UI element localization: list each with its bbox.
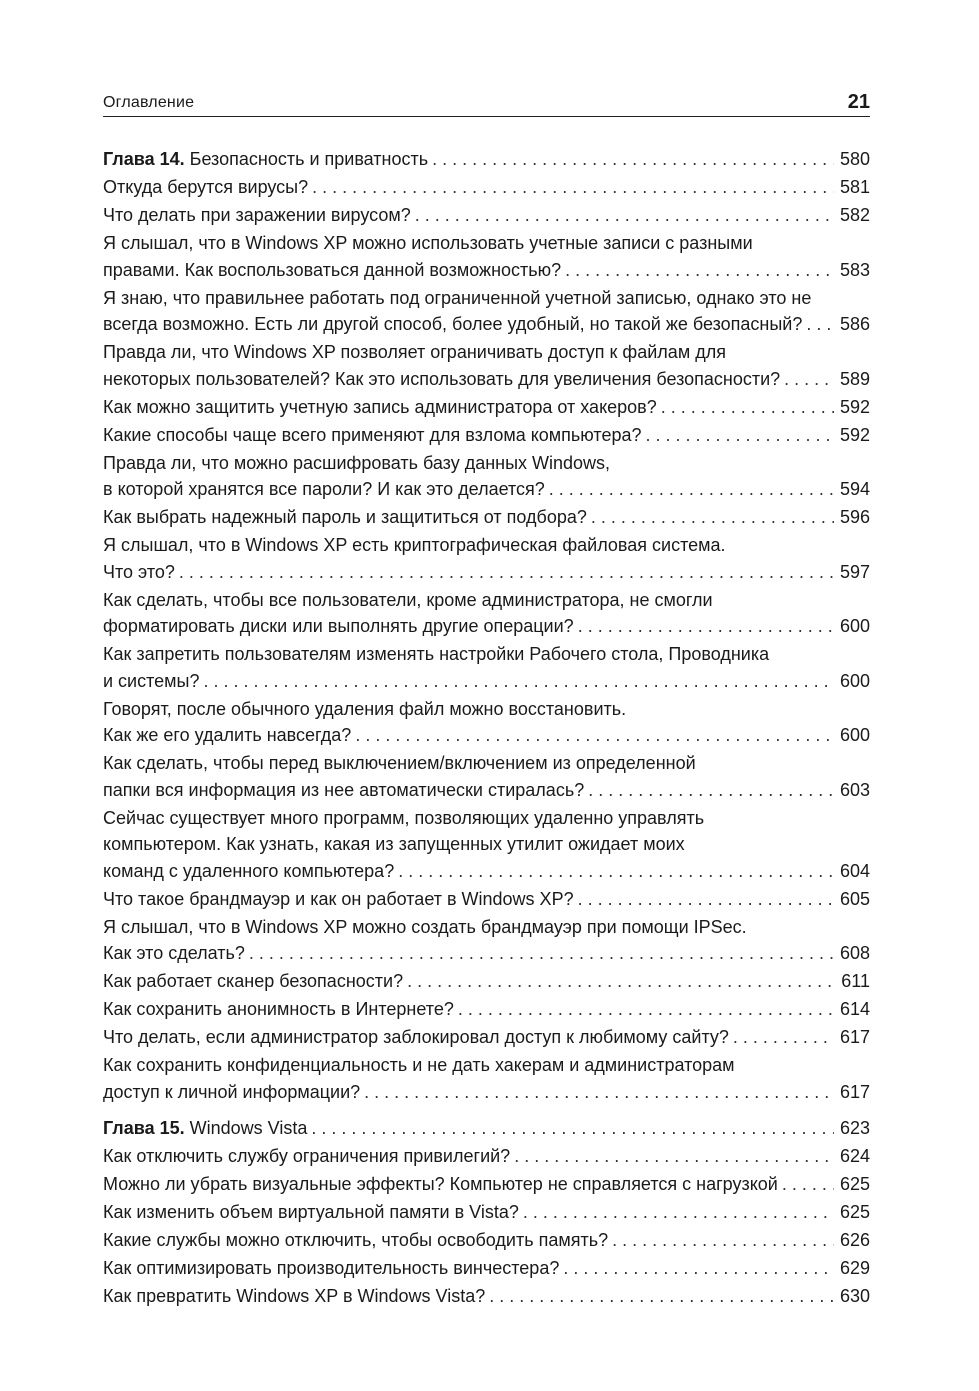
toc-page-number: 630 bbox=[839, 1286, 870, 1306]
toc-page-number: 611 bbox=[841, 971, 870, 991]
toc-entry bbox=[103, 230, 870, 283]
toc-page-number: 581 bbox=[839, 177, 870, 197]
toc-entry-text: некоторых пользователей? Как это использовать для увеличения безопасности? bbox=[103, 368, 781, 389]
toc-page-number: 604 bbox=[839, 860, 870, 881]
dot-leader bbox=[523, 1199, 834, 1226]
toc-entry-title bbox=[103, 886, 574, 913]
toc-chapter-entry bbox=[103, 1115, 870, 1142]
toc-entry-text: всегда возможно. Есть ли другой способ, более удобный, но такой же безопасный? bbox=[103, 314, 803, 334]
toc-entry-line bbox=[103, 1024, 870, 1051]
toc-entry bbox=[103, 641, 870, 694]
toc-entry-line bbox=[103, 613, 870, 640]
toc-entry-line bbox=[103, 257, 870, 284]
toc-entry bbox=[103, 394, 870, 421]
toc-entry-text: Как оптимизировать производительность винчестера? bbox=[103, 1258, 560, 1278]
toc-entry-line bbox=[103, 1227, 870, 1254]
toc-entry-title bbox=[103, 311, 802, 338]
toc-entry bbox=[103, 914, 870, 967]
toc-entry-line bbox=[103, 146, 870, 173]
dot-leader bbox=[563, 1255, 834, 1282]
toc-page-number: 625 bbox=[839, 1174, 870, 1194]
toc-page-number: 626 bbox=[839, 1230, 870, 1250]
toc-entry-title bbox=[103, 394, 657, 421]
toc-entry-text: форматировать диски или выполнять другие операции? bbox=[103, 616, 574, 636]
running-title: Оглавление bbox=[103, 94, 195, 111]
toc-entry-text: Я слышал, что в Windows XP можно создать брандмауэр при помощи IPSec. bbox=[103, 916, 747, 937]
toc-entry-title bbox=[103, 1079, 360, 1106]
toc-page-number: 605 bbox=[839, 888, 870, 909]
dot-leader bbox=[514, 1143, 834, 1170]
toc-entry-text: в которой хранятся все пароли? И как это делается? bbox=[103, 479, 545, 499]
dot-leader bbox=[355, 722, 834, 749]
dot-leader bbox=[591, 504, 834, 531]
toc-page-number: 592 bbox=[839, 424, 870, 445]
toc-entry-text: Что такое брандмауэр и как он работает в Windows XP? bbox=[103, 888, 574, 909]
toc-page-number: 586 bbox=[839, 314, 870, 334]
toc-entry-text: компьютером. Как узнать, какая из запущенных утилит ожидает моих bbox=[103, 834, 685, 854]
toc-entry-line bbox=[103, 422, 870, 449]
toc-entry-text: Как это сделать? bbox=[103, 943, 245, 963]
toc-entry-title bbox=[103, 996, 454, 1023]
toc-entry-line bbox=[103, 968, 870, 995]
toc-entry-text: Откуда берутся вирусы? bbox=[103, 177, 309, 197]
toc-entry-text: Что делать при заражении вирусом? bbox=[103, 205, 411, 225]
toc-entry-line bbox=[103, 394, 870, 421]
dot-leader bbox=[364, 1079, 834, 1106]
toc-entry bbox=[103, 805, 870, 885]
toc-entry-line bbox=[103, 504, 870, 531]
toc-page-number: 582 bbox=[839, 205, 870, 225]
dot-leader bbox=[432, 146, 834, 173]
toc-entry-line bbox=[103, 559, 870, 586]
toc-page-number: 596 bbox=[839, 507, 870, 527]
toc-entry-line bbox=[103, 202, 870, 229]
toc-entry-title bbox=[103, 777, 584, 804]
toc-entry-text: команд с удаленного компьютера? bbox=[103, 860, 395, 881]
toc-entry-text: Можно ли убрать визуальные эффекты? Компьютер не справляется с нагрузкой bbox=[103, 1174, 778, 1194]
toc-entry-title bbox=[103, 1227, 608, 1254]
dot-leader bbox=[578, 613, 834, 640]
toc-entry-title bbox=[103, 174, 308, 201]
toc-entry-text: Как сохранить конфиденциальность и не дать хакерам и администраторам bbox=[103, 1055, 735, 1075]
page-number: 21 bbox=[847, 91, 870, 113]
toc-entry bbox=[103, 968, 870, 995]
toc-entry-text: доступ к личной информации? bbox=[103, 1081, 361, 1102]
toc-entry-text: Правда ли, что Windows XP позволяет ограничивать доступ к файлам для bbox=[103, 342, 726, 362]
toc-entry-text: Сейчас существует много программ, позволяющих удаленно управлять bbox=[103, 807, 705, 828]
dot-leader bbox=[489, 1283, 834, 1310]
toc-entry-title bbox=[103, 613, 574, 640]
toc-page-number: 625 bbox=[839, 1202, 870, 1222]
toc-entry-title bbox=[103, 1024, 729, 1051]
toc-chapter-entry bbox=[103, 146, 870, 173]
toc-page-number: 623 bbox=[839, 1118, 870, 1138]
table-of-contents bbox=[103, 146, 870, 1311]
dot-leader bbox=[588, 777, 834, 804]
toc-entry bbox=[103, 174, 870, 201]
dot-leader bbox=[733, 1024, 834, 1051]
toc-entry-text: Я слышал, что в Windows XP можно использовать учетные записи с разными bbox=[103, 233, 753, 253]
toc-entry-line bbox=[103, 174, 870, 201]
toc-entry-title bbox=[103, 146, 428, 173]
dot-leader bbox=[578, 886, 834, 913]
dot-leader bbox=[311, 1115, 834, 1142]
running-header bbox=[103, 90, 870, 117]
toc-entry-line bbox=[103, 858, 870, 885]
toc-page-number: 617 bbox=[839, 1081, 870, 1102]
chapter-label: Глава 15. bbox=[103, 1118, 185, 1138]
toc-entry-title bbox=[103, 1199, 519, 1226]
dot-leader bbox=[458, 996, 834, 1023]
toc-entry-title bbox=[103, 202, 411, 229]
dot-leader bbox=[415, 202, 834, 229]
toc-page-number: 600 bbox=[839, 616, 870, 636]
dot-leader bbox=[398, 858, 834, 885]
toc-entry-line bbox=[103, 1079, 870, 1106]
toc-entry-text: Windows Vista bbox=[189, 1118, 308, 1138]
toc-entry bbox=[103, 1143, 870, 1170]
toc-entry bbox=[103, 1199, 870, 1226]
toc-entry-title bbox=[103, 722, 351, 749]
toc-entry-line bbox=[103, 1283, 870, 1310]
dot-leader bbox=[179, 559, 834, 586]
dot-leader bbox=[612, 1227, 834, 1254]
toc-entry bbox=[103, 886, 870, 913]
dot-leader bbox=[565, 257, 834, 284]
toc-page-number: 592 bbox=[839, 396, 870, 417]
toc-entry bbox=[103, 1227, 870, 1254]
toc-page-number: 589 bbox=[839, 368, 870, 389]
toc-entry-text: Какие службы можно отключить, чтобы освободить память? bbox=[103, 1230, 609, 1250]
toc-entry-title bbox=[103, 668, 200, 695]
toc-entry-text: Что делать, если администратор заблокировал доступ к любимому сайту? bbox=[103, 1027, 729, 1047]
toc-entry bbox=[103, 504, 870, 531]
toc-entry-text: Как сделать, чтобы перед выключением/включением из определенной bbox=[103, 753, 696, 773]
toc-entry bbox=[103, 1052, 870, 1105]
toc-entry-line bbox=[103, 1115, 870, 1142]
toc-entry bbox=[103, 1024, 870, 1051]
toc-entry-text: Как работает сканер безопасности? bbox=[103, 971, 404, 991]
toc-entry-title bbox=[103, 1283, 485, 1310]
toc-page-number: 600 bbox=[839, 725, 870, 745]
toc-page-number: 594 bbox=[839, 479, 870, 499]
toc-entry-title bbox=[103, 559, 175, 586]
toc-entry-text: Как изменить объем виртуальной памяти в Vista? bbox=[103, 1202, 519, 1222]
toc-entry-text: Как выбрать надежный пароль и защититься от подбора? bbox=[103, 507, 587, 527]
toc-entry bbox=[103, 422, 870, 449]
toc-entry-line bbox=[103, 1171, 870, 1198]
toc-page-number: 608 bbox=[839, 943, 870, 963]
toc-entry-line bbox=[103, 777, 870, 804]
toc-entry-line bbox=[103, 886, 870, 913]
toc-entry-line bbox=[103, 476, 870, 503]
toc-entry bbox=[103, 587, 870, 640]
toc-entry-line bbox=[103, 996, 870, 1023]
toc-entry-text: Какие способы чаще всего применяют для взлома компьютера? bbox=[103, 424, 642, 445]
dot-leader bbox=[784, 366, 834, 393]
toc-entry bbox=[103, 1255, 870, 1282]
toc-entry-title bbox=[103, 366, 780, 393]
toc-entry-title bbox=[103, 257, 561, 284]
toc-entry bbox=[103, 202, 870, 229]
toc-entry-line bbox=[103, 668, 870, 695]
toc-entry-title bbox=[103, 422, 642, 449]
toc-entry-text: Я знаю, что правильнее работать под ограниченной учетной записью, однако это не bbox=[103, 287, 812, 308]
toc-entry-text: Как же его удалить навсегда? bbox=[103, 725, 352, 745]
toc-entry-text: Безопасность и приватность bbox=[189, 149, 429, 169]
toc-entry-text: Как можно защитить учетную запись администратора от хакеров? bbox=[103, 396, 657, 417]
toc-entry-line bbox=[103, 311, 870, 338]
toc-entry-text: Правда ли, что можно расшифровать базу данных Windows, bbox=[103, 452, 611, 473]
toc-entry bbox=[103, 285, 870, 338]
toc-entry-line bbox=[103, 940, 870, 967]
toc-page-number: 614 bbox=[839, 999, 870, 1019]
toc-entry-text: Как отключить службу ограничения привилегий? bbox=[103, 1146, 511, 1166]
toc-entry-text: Как сделать, чтобы все пользователи, кроме администратора, не смогли bbox=[103, 589, 713, 610]
toc-entry-text: папки вся информация из нее автоматически стиралась? bbox=[103, 779, 585, 800]
dot-leader bbox=[806, 311, 834, 338]
toc-entry-line bbox=[103, 1255, 870, 1282]
toc-entry-text: Как запретить пользователям изменять настройки Рабочего стола, Проводника bbox=[103, 644, 770, 664]
toc-page-number: 603 bbox=[839, 779, 870, 800]
toc-entry-text: Как превратить Windows XP в Windows Vista? bbox=[103, 1286, 486, 1306]
dot-leader bbox=[407, 968, 835, 995]
toc-entry-text: Как сохранить анонимность в Интернете? bbox=[103, 999, 454, 1019]
toc-entry bbox=[103, 1171, 870, 1198]
toc-entry-text: Говорят, после обычного удаления файл можно восстановить. bbox=[103, 698, 627, 719]
toc-entry-text: правами. Как воспользоваться данной возможностью? bbox=[103, 259, 562, 280]
toc-entry-title bbox=[103, 504, 587, 531]
toc-entry-title bbox=[103, 1143, 510, 1170]
toc-entry-title bbox=[103, 968, 403, 995]
toc-entry-line bbox=[103, 1199, 870, 1226]
toc-entry-text: и системы? bbox=[103, 670, 200, 691]
dot-leader bbox=[549, 476, 834, 503]
chapter-label: Глава 14. bbox=[103, 149, 185, 169]
toc-page-number: 617 bbox=[839, 1027, 870, 1047]
toc-entry-title bbox=[103, 1171, 778, 1198]
toc-page-number: 624 bbox=[839, 1146, 870, 1166]
toc-entry-text: Что это? bbox=[103, 561, 175, 582]
dot-leader bbox=[204, 668, 834, 695]
toc-entry bbox=[103, 696, 870, 749]
toc-entry bbox=[103, 339, 870, 392]
toc-page-number: 583 bbox=[839, 259, 870, 280]
toc-entry bbox=[103, 750, 870, 803]
toc-entry-title bbox=[103, 1255, 559, 1282]
dot-leader bbox=[249, 940, 834, 967]
toc-entry bbox=[103, 1283, 870, 1310]
dot-leader bbox=[782, 1171, 834, 1198]
toc-entry-title bbox=[103, 1115, 307, 1142]
toc-entry bbox=[103, 450, 870, 503]
dot-leader bbox=[646, 422, 834, 449]
toc-page-number: 580 bbox=[839, 149, 870, 169]
toc-page-number: 600 bbox=[839, 670, 870, 691]
dot-leader bbox=[661, 394, 834, 421]
dot-leader bbox=[312, 174, 834, 201]
toc-entry-text: Я слышал, что в Windows XP есть криптографическая файловая система. bbox=[103, 535, 726, 555]
toc-entry-line bbox=[103, 722, 870, 749]
toc-page-number: 597 bbox=[839, 561, 870, 582]
toc-entry-title bbox=[103, 858, 394, 885]
toc-entry bbox=[103, 996, 870, 1023]
toc-entry-line bbox=[103, 366, 870, 393]
toc-page-number: 629 bbox=[839, 1258, 870, 1278]
toc-entry-title bbox=[103, 940, 245, 967]
toc-entry bbox=[103, 532, 870, 585]
toc-entry-title bbox=[103, 476, 545, 503]
toc-entry-line bbox=[103, 1143, 870, 1170]
